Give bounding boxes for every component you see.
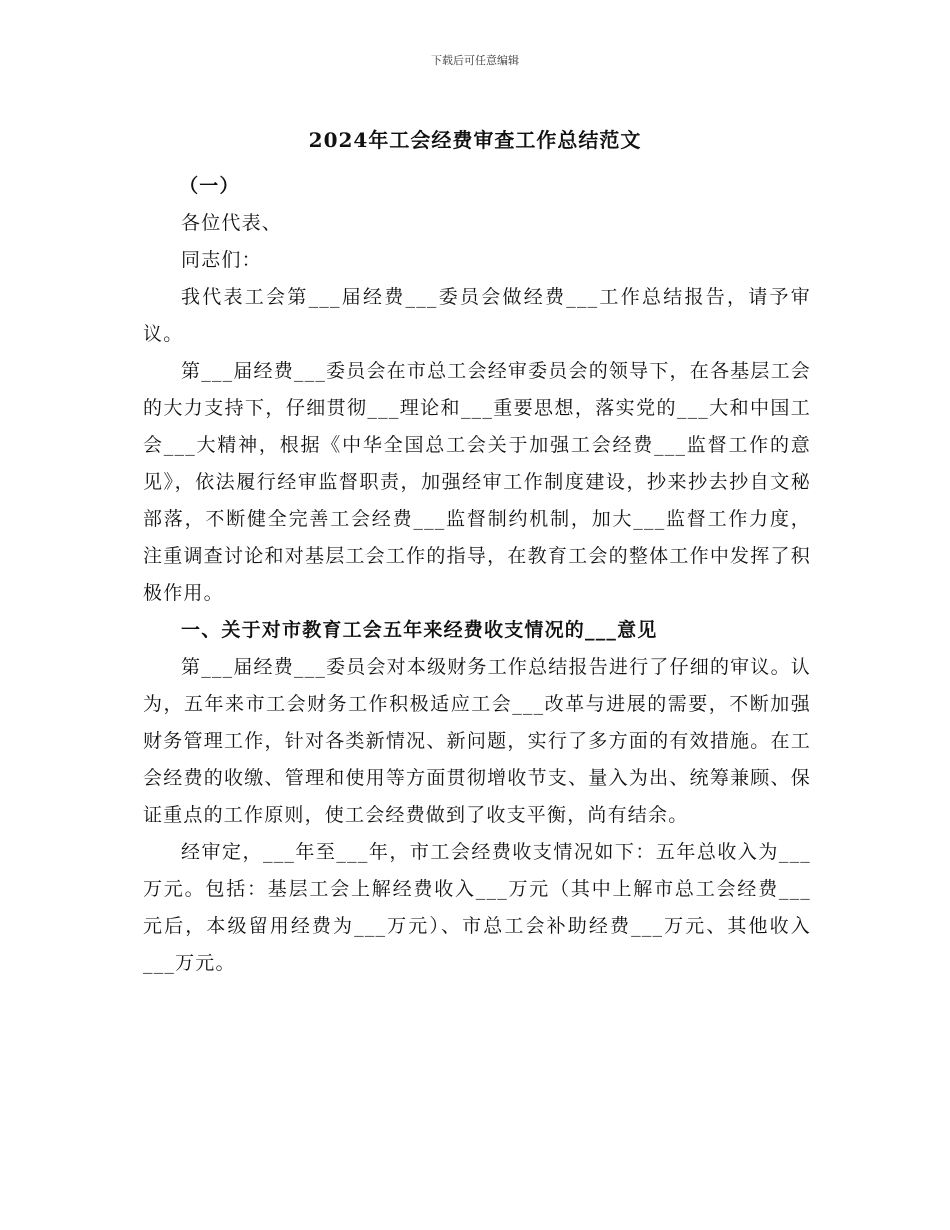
section-mark: （一）	[179, 175, 240, 197]
salutation-line-1: 各位代表、	[181, 212, 283, 234]
body-paragraph: 第___届经费___委员会在市总工会经审委员会的领导下，在各基层工会的大力支持下，仔细贯彻___理论和___重要思想，落实党的___大和中国工会___大精神，根据《中华全国总工会关于加强工会经费___监督工作的意见》，依法履行经审监督职责，加强经审工作制度建设，抄来抄去抄自文秘部落，不断健全完善工会经费___监督制约机制，加大___监督工作力度，注重调查讨论和对基层工会工作的指导，在教育工会的整体工作中发挥了积极作用。	[143, 360, 811, 604]
page-header-note: 下载后可任意编辑	[431, 54, 519, 67]
body-paragraph: 我代表工会第___届经费___委员会做经费___工作总结报告，请予审议。	[143, 286, 811, 345]
salutation-line-2: 同志们：	[181, 249, 262, 271]
body-paragraph: 经审定，___年至___年，市工会经费收支情况如下：五年总收入为___万元。包括：基层工会上解经费收入___万元（其中上解市总工会经费___元后，本级留用经费为___万元）、市总工会补助经费___万元、其他收入___万元。	[143, 841, 811, 974]
document-title: 2024年工会经费审查工作总结范文	[308, 128, 642, 152]
body-paragraph: 第___届经费___委员会对本级财务工作总结报告进行了仔细的审议。认为，五年来市工会财务工作积极适应工会___改革与进展的需要，不断加强财务管理工作，针对各类新情况、新问题，实行了多方面的有效措施。在工会经费的收缴、管理和使用等方面贯彻增收节支、量入为出、统筹兼顾、保证重点的工作原则，使工会经费做到了收支平衡，尚有结余。	[143, 656, 811, 826]
document-body	[143, 168, 811, 982]
section-heading: 一、关于对市教育工会五年来经费收支情况的___意见	[181, 619, 658, 641]
